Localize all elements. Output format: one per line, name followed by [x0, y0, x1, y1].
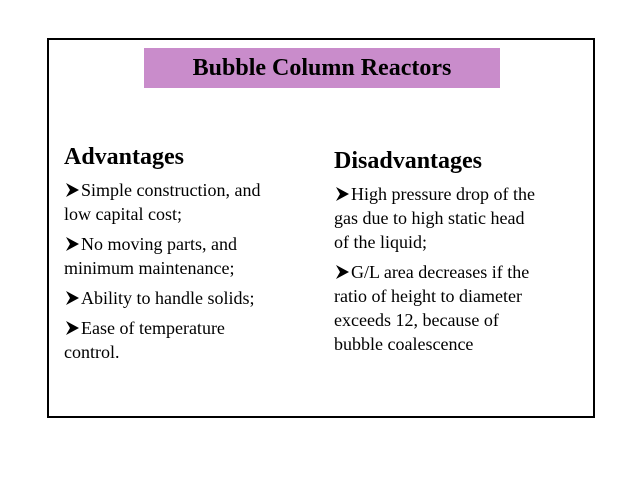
advantage-item — [64, 286, 314, 310]
disadvantages-heading: Disadvantages — [334, 148, 483, 174]
advantage-text: Simple construction, and — [81, 180, 261, 200]
advantage-text: Ease of temperature — [81, 318, 225, 338]
disadvantage-text: of the liquid; — [334, 232, 427, 252]
advantage-item — [64, 316, 314, 364]
advantages-heading: Advantages — [64, 144, 185, 170]
arrowhead-bullet-icon — [334, 186, 350, 202]
disadvantage-text: ratio of height to diameter — [334, 286, 522, 306]
disadvantage-text: bubble coalescence — [334, 334, 474, 354]
advantage-text: control. — [64, 342, 120, 362]
advantage-text: No moving parts, and — [81, 234, 237, 254]
slide-title: Bubble Column Reactors — [192, 54, 452, 81]
arrowhead-bullet-icon — [64, 182, 80, 198]
advantage-text: Ability to handle solids; — [81, 288, 255, 308]
disadvantage-item — [334, 182, 586, 254]
arrowhead-bullet-icon — [64, 320, 80, 336]
advantage-text: low capital cost; — [64, 204, 182, 224]
disadvantage-item — [334, 260, 586, 356]
advantage-text: minimum maintenance; — [64, 258, 235, 278]
advantages-column — [64, 140, 314, 370]
disadvantages-column — [334, 144, 586, 362]
arrowhead-bullet-icon — [334, 264, 350, 280]
title-banner — [144, 48, 500, 88]
disadvantage-text: High pressure drop of the — [351, 184, 535, 204]
disadvantage-text: exceeds 12, because of — [334, 310, 499, 330]
advantage-item — [64, 178, 314, 226]
disadvantage-text: G/L area decreases if the — [351, 262, 530, 282]
advantage-item — [64, 232, 314, 280]
arrowhead-bullet-icon — [64, 236, 80, 252]
arrowhead-bullet-icon — [64, 290, 80, 306]
disadvantage-text: gas due to high static head — [334, 208, 525, 228]
